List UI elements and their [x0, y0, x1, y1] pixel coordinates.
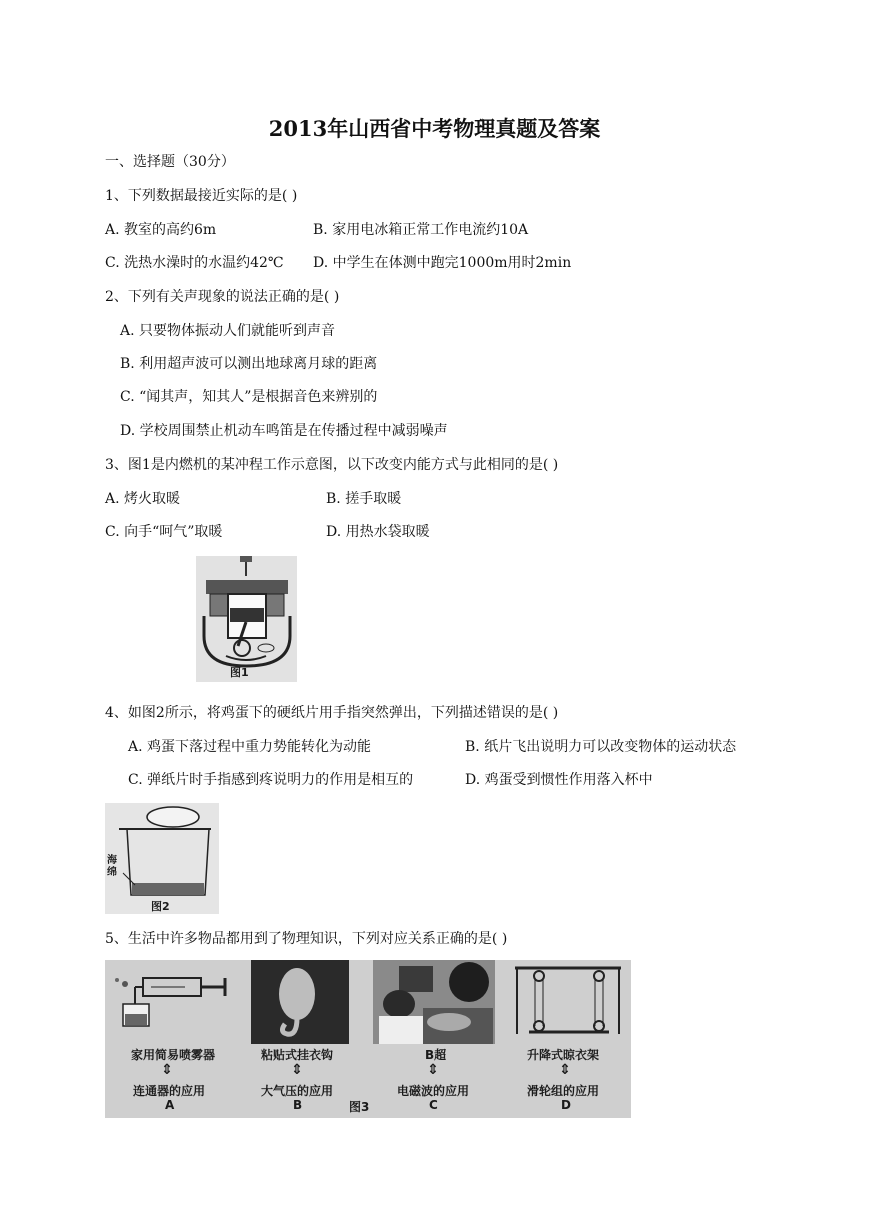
- panel-c-arrow: ⇕: [427, 1062, 439, 1078]
- figure-1-engine: [196, 556, 297, 682]
- q3-option-d: D. 用热水袋取暖: [326, 524, 430, 540]
- panel-b-principle: 大气压的应用: [261, 1084, 334, 1098]
- figure-2-label: 图2: [151, 900, 170, 913]
- panel-b-arrow: ⇕: [291, 1062, 303, 1078]
- q1-option-d: D. 中学生在体测中跑完1000m用时2min: [313, 255, 572, 271]
- q2-option-a: A. 只要物体振动人们就能听到声音: [120, 323, 336, 339]
- figure-3-panel-b: [235, 960, 365, 1118]
- figure-3-panel-c: [369, 960, 499, 1118]
- q4-stem: 4、如图2所示，将鸡蛋下的硬纸片用手指突然弹出，下列描述错误的是( ): [105, 705, 559, 721]
- figure-1-label: 图1: [230, 666, 249, 679]
- q4-option-c: C. 弹纸片时手指感到疼说明力的作用是相互的: [128, 772, 414, 788]
- q4-option-a: A. 鸡蛋下落过程中重力势能转化为动能: [128, 739, 372, 755]
- q5-stem: 5、生活中许多物品都用到了物理知识，下列对应关系正确的是( ): [105, 931, 508, 947]
- panel-a-letter: A: [165, 1098, 175, 1112]
- panel-c-principle: 电磁波的应用: [397, 1084, 470, 1098]
- q1-stem: 1、下列数据最接近实际的是( ): [105, 188, 298, 204]
- panel-d-item: 升降式晾衣架: [527, 1048, 600, 1062]
- figure-2-egg-cup: [105, 803, 219, 914]
- q2-stem: 2、下列有关声现象的说法正确的是( ): [105, 289, 340, 305]
- figure-3-label: 图3: [349, 1100, 370, 1114]
- q4-option-b: B. 纸片飞出说明力可以改变物体的运动状态: [465, 739, 737, 755]
- q1-option-b: B. 家用电冰箱正常工作电流约10A: [313, 222, 529, 238]
- suction-hook-icon: [235, 960, 365, 1044]
- q3-option-c: C. 向手“呵气”取暖: [105, 524, 223, 540]
- panel-a-item: 家用简易喷雾器: [131, 1048, 216, 1062]
- panel-d-arrow: ⇕: [559, 1062, 571, 1078]
- q3-stem: 3、图1是内燃机的某冲程工作示意图，以下改变内能方式与此相同的是( ): [105, 457, 559, 473]
- q1-option-c: C. 洗热水澡时的水温约42℃: [105, 255, 284, 271]
- ultrasound-photo-icon: [369, 960, 499, 1044]
- figure-3-panels: [105, 960, 631, 1118]
- q2-option-c: C. “闻其声，知其人”是根据音色来辨别的: [120, 389, 378, 405]
- q2-option-d: D. 学校周围禁止机动车鸣笛是在传播过程中减弱噪声: [120, 423, 448, 439]
- figure-3-panel-d: [499, 960, 631, 1118]
- figure-3-panel-a: [105, 960, 235, 1118]
- q1-option-a: A. 教室的高约6m: [105, 222, 217, 238]
- panel-b-letter: B: [293, 1098, 303, 1112]
- panel-d-principle: 滑轮组的应用: [527, 1084, 600, 1098]
- q4-option-d: D. 鸡蛋受到惯性作用落入杯中: [465, 772, 653, 788]
- page-title: 2013年山西省中考物理真题及答案: [268, 116, 601, 141]
- panel-c-letter: C: [429, 1098, 438, 1112]
- section-heading: 一、选择题（30分）: [105, 154, 235, 170]
- sprayer-icon: [105, 960, 235, 1028]
- panel-d-letter: D: [561, 1098, 571, 1112]
- clothes-rack-icon: [499, 960, 631, 1044]
- panel-a-arrow: ⇕: [161, 1062, 173, 1078]
- q3-option-a: A. 烤火取暖: [105, 491, 181, 507]
- q2-option-b: B. 利用超声波可以测出地球离月球的距离: [120, 356, 378, 372]
- q3-option-b: B. 搓手取暖: [326, 491, 402, 507]
- panel-a-principle: 连通器的应用: [133, 1084, 206, 1098]
- panel-c-item: B超: [425, 1048, 447, 1062]
- panel-b-item: 粘贴式挂衣钩: [261, 1048, 334, 1062]
- figure-2-sponge-label: 海绵: [107, 855, 117, 878]
